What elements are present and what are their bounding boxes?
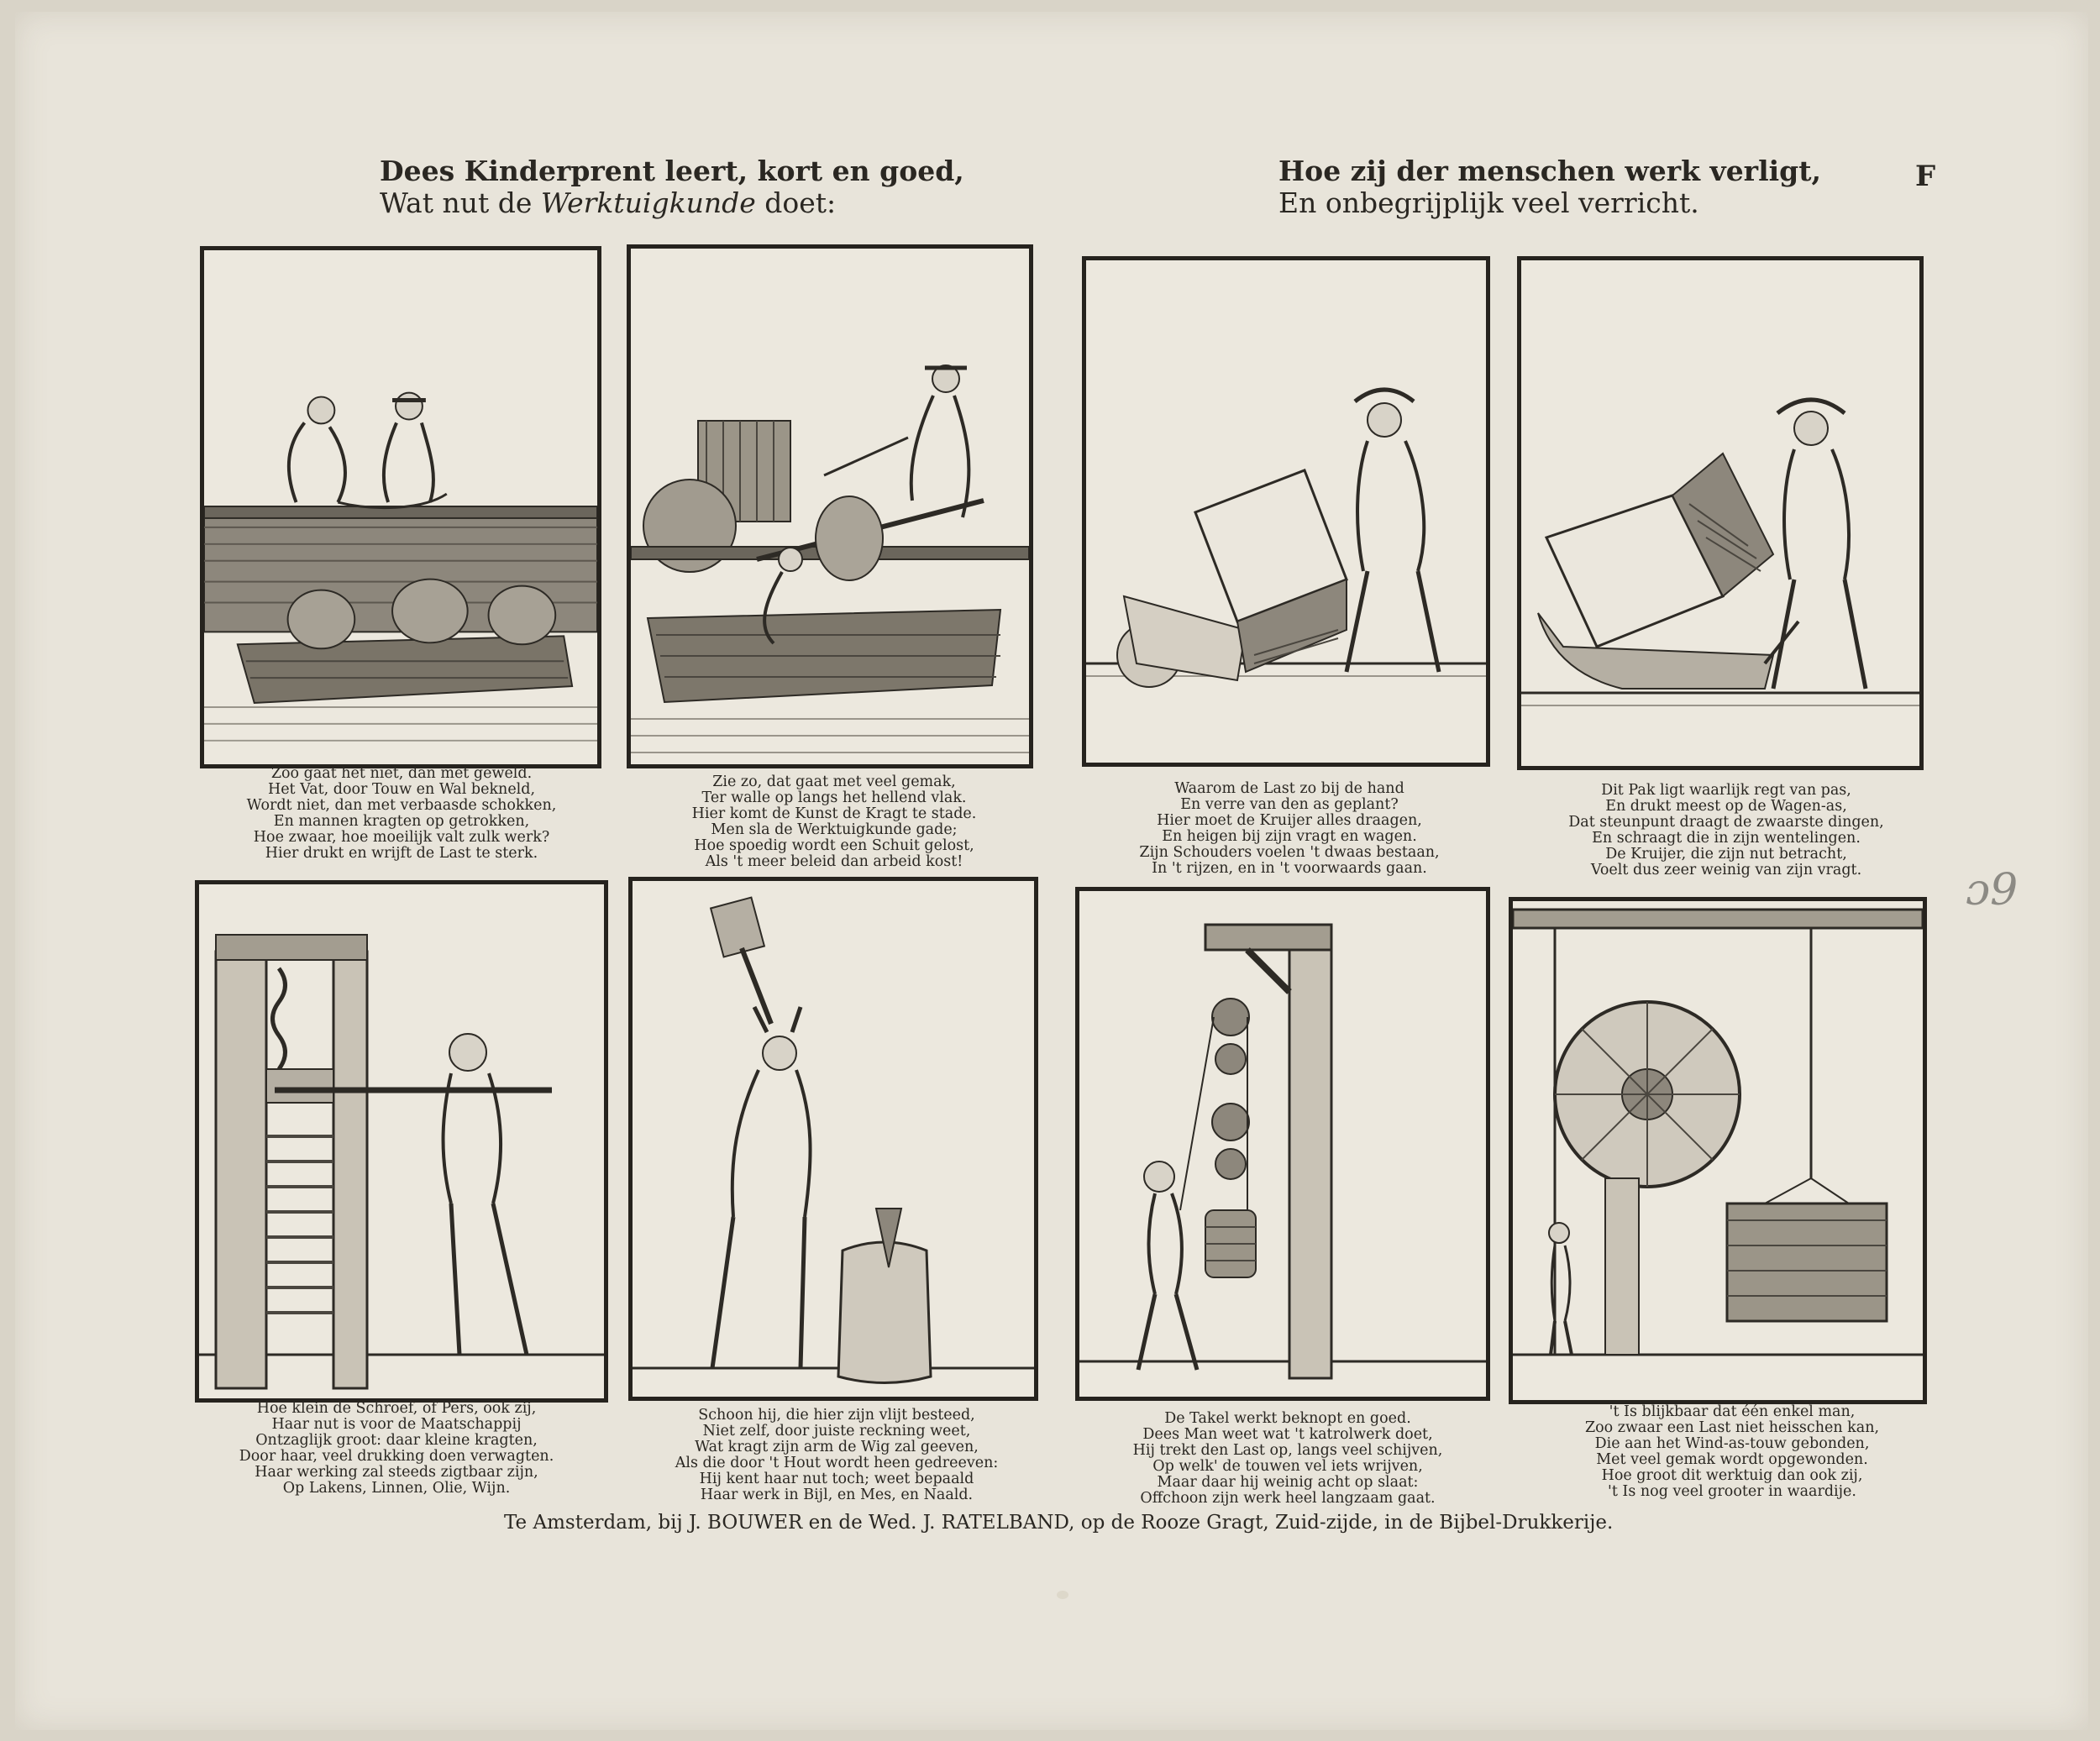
header-left-line2: Wat nut de Werktuigkunde doet: [380,186,837,219]
verse-line: Zoo gaat het niet, dan met geweld. [270,765,533,782]
verse-line: Dit Pak ligt waarlijk regt van pas, [1601,782,1851,799]
header-left [380,155,964,219]
verse-line: Men sla de Werktuigkunde gade; [711,821,958,838]
header-left-line1: Dees Kinderprent leert, kort en goed, [380,155,964,187]
woodcut-panel-5 [195,880,608,1403]
verse-line: Hoe klein de Schroef, of Pers, ook zij, [256,1400,537,1417]
imprint-line: Te Amsterdam, bij J. BOUWER en de Wed. J. RATELBAND, op de Rooze Gragt, Zuid-zijde, in de Bijbel-Drukkerije. [504,1512,1614,1534]
scene-pulley [1079,891,1486,1397]
verse-line: En schraagt die in zijn wentelingen. [1592,830,1861,847]
verse-line: Zie zo, dat gaat met veel gemak, [712,773,956,790]
scene-wedge [633,881,1034,1397]
verse-line: Hij kent haar nut toch; weet bepaald [699,1471,974,1487]
scene-barrel-lifting [204,250,597,764]
verse-line: Wordt niet, dan met verbaasde schokken, [246,797,557,814]
verse-line: Schoon hij, die hier zijn vlijt besteed, [698,1407,975,1424]
verse-line: Haar werking zal steeds zigtbaar zijn, [255,1464,538,1481]
verse-2 [654,774,1015,870]
verse-line: Door haar, veel drukking doen verwagten. [239,1448,554,1465]
header-right-line1: Hoe zij der menschen werk verligt, [1278,155,1821,187]
werktuigkunde-word: Werktuigkunde [540,186,756,219]
woodcut-panel-4 [1517,256,1924,770]
woodcut-panel-8 [1509,897,1927,1404]
verse-line: En mannen kragten op getrokken, [273,813,530,830]
verse-line: In 't rijzen, en in 't voorwaards gaan. [1152,860,1427,877]
verse-line: Met veel gemak wordt opgewonden. [1596,1451,1868,1468]
verse-line: Hij trekt den Last op, langs veel schijven, [1132,1442,1443,1459]
verse-line: Dat steunpunt draagt de zwaarste dingen, [1568,814,1884,831]
verse-line: Ter walle op langs het hellend vlak. [701,789,967,806]
verse-line: En heigen bij zijn vragt en wagen. [1162,828,1417,845]
woodcut-panel-6 [628,877,1038,1401]
verse-line: Op welk' de touwen vel iets wrijven, [1152,1458,1423,1475]
header-right [1278,155,1821,219]
verse-line: Offchoon zijn werk heel langzaam gaat. [1140,1490,1436,1507]
verse-line: Op Lakens, Linnen, Olie, Wijn. [282,1480,511,1497]
woodcut-panel-7 [1075,887,1490,1401]
verse-line: Het Vat, door Touw en Wal bekneld, [267,781,536,798]
verse-line: Als 't meer beleid dan arbeid kost! [705,853,963,870]
verse-4 [1546,783,1907,878]
woodcut-panel-2 [627,244,1033,768]
verse-line: Zijn Schouders voelen 't dwaas bestaan, [1139,844,1440,861]
paper-spot [1057,1591,1068,1599]
verse-line: Hoe spoedig wordt een Schuit gelost, [694,837,974,854]
verse-8 [1539,1404,1925,1500]
verse-1 [225,766,578,862]
verse-line: Dees Man weet wat 't katrolwerk doet, [1142,1426,1433,1443]
verse-line: Hier drukt en wrijft de Last te sterk. [265,845,538,862]
verse-line: Ontzaglijk groot: daar kleine kragten, [255,1432,538,1449]
verse-line: Wat kragt zijn arm de Wig zal geeven, [695,1439,979,1455]
verse-7 [1107,1411,1468,1507]
verse-line: De Kruijer, die zijn nut betracht, [1605,846,1847,863]
verse-6 [652,1408,1021,1503]
scene-windlass [1513,901,1923,1400]
margin-pencil-mark: ɔ9 [1966,865,2019,915]
woodcut-panel-3 [1082,256,1490,767]
verse-line: Hoe groot dit werktuig dan ook zij, [1601,1467,1863,1484]
verse-line: Haar werk in Bijl, en Mes, en Naald. [700,1487,974,1503]
sheet-letter: F [1915,160,1936,193]
verse-line: Hier moet de Kruijer alles draagen, [1157,812,1422,829]
verse-line: Voelt dus zeer weinig van zijn vragt. [1590,862,1862,878]
verse-line: En drukt meest op de Wagen-as, [1605,798,1847,815]
verse-line: Haar nut is voor de Maatschappij [271,1416,522,1433]
scene-sledge [1521,260,1919,766]
verse-line: Die aan het Wind-as-touw gebonden, [1594,1435,1870,1452]
verse-line: Als die door 't Hout wordt heen gedreeven: [675,1455,999,1471]
verse-line: Hoe zwaar, hoe moeilijk valt zulk werk? [253,829,550,846]
scene-screw-press [199,884,604,1398]
scene-barrow [1086,260,1486,763]
verse-5 [220,1401,573,1497]
verse-3 [1117,781,1462,877]
scene-inclined-plane [631,249,1029,764]
verse-line: Maar daar hij weinig acht op slaat: [1157,1474,1419,1491]
verse-line: De Takel werkt beknopt en goed. [1164,1410,1411,1427]
verse-line: Waarom de Last zo bij de hand [1174,780,1404,797]
verse-line: Hier komt de Kunst de Kragt te stade. [691,805,977,822]
woodcut-panel-1 [200,246,601,768]
header-right-line2: En onbegrijplijk veel verricht. [1278,186,1699,219]
verse-line: Niet zelf, door juiste reckning weet, [702,1423,971,1439]
verse-line: 't Is nog veel grooter in waardije. [1608,1483,1856,1500]
verse-line: 't Is blijkbaar dat één enkel man, [1609,1403,1856,1420]
verse-line: En verre van den as geplant? [1180,796,1399,813]
verse-line: Zoo zwaar een Last niet heisschen kan, [1584,1419,1880,1436]
